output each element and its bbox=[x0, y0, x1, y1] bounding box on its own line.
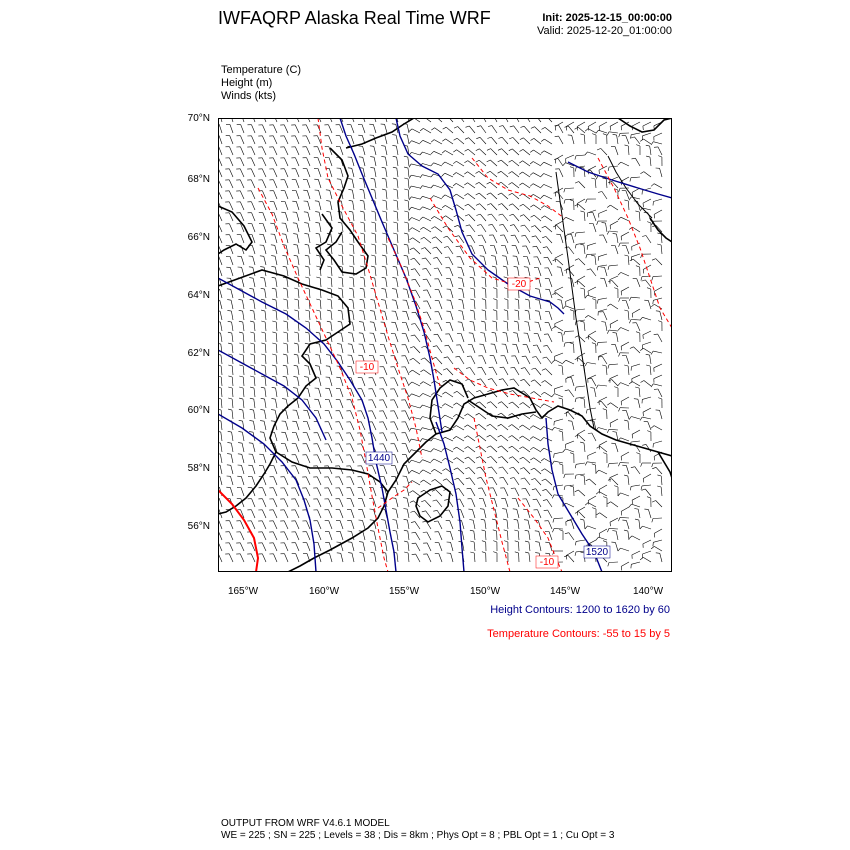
temp-label-minus20: -20 bbox=[511, 279, 527, 290]
lon-label-155: 155°W bbox=[388, 586, 420, 597]
valid-time: Valid: 2025-12-20_01:00:00 bbox=[537, 25, 672, 37]
footer-config: WE = 225 ; SN = 225 ; Levels = 38 ; Dis = 8km ; Phys Opt = 8 ; PBL Opt = 1 ; Cu Opt = 3 bbox=[221, 830, 615, 841]
lon-label-165: 165°W bbox=[227, 586, 259, 597]
plot-title: IWFAQRP Alaska Real Time WRF bbox=[218, 8, 491, 28]
height-label-1440: 1440 bbox=[367, 453, 391, 464]
lat-label-68: 68°N bbox=[187, 174, 210, 185]
temp-label-minus10-b: -10 bbox=[539, 557, 555, 568]
height-label-1520: 1520 bbox=[585, 547, 609, 558]
lon-label-160: 160°W bbox=[308, 586, 340, 597]
field-temperature: Temperature (C) bbox=[221, 64, 302, 76]
lon-label-150: 150°W bbox=[469, 586, 501, 597]
init-time: Init: 2025-12-15_00:00:00 bbox=[542, 12, 672, 24]
lat-label-70: 70°N bbox=[187, 113, 210, 124]
lat-label-66: 66°N bbox=[187, 232, 210, 243]
weather-map bbox=[218, 118, 672, 572]
footer-model: OUTPUT FROM WRF V4.6.1 MODEL bbox=[221, 818, 390, 829]
map-background bbox=[218, 118, 672, 572]
field-height: Height (m) bbox=[221, 77, 273, 89]
lat-label-60: 60°N bbox=[187, 405, 210, 416]
temperature-contour-legend: Temperature Contours: -55 to 15 by 5 bbox=[487, 628, 670, 640]
lat-label-64: 64°N bbox=[187, 290, 210, 301]
lat-label-58: 58°N bbox=[187, 463, 210, 474]
height-contour-legend: Height Contours: 1200 to 1620 by 60 bbox=[490, 604, 670, 616]
lat-label-62: 62°N bbox=[187, 348, 210, 359]
lon-label-145: 145°W bbox=[549, 586, 581, 597]
lat-label-56: 56°N bbox=[187, 521, 210, 532]
lon-label-140: 140°W bbox=[632, 586, 664, 597]
field-winds: Winds (kts) bbox=[221, 90, 276, 102]
temp-label-minus10-a: -10 bbox=[359, 362, 375, 373]
